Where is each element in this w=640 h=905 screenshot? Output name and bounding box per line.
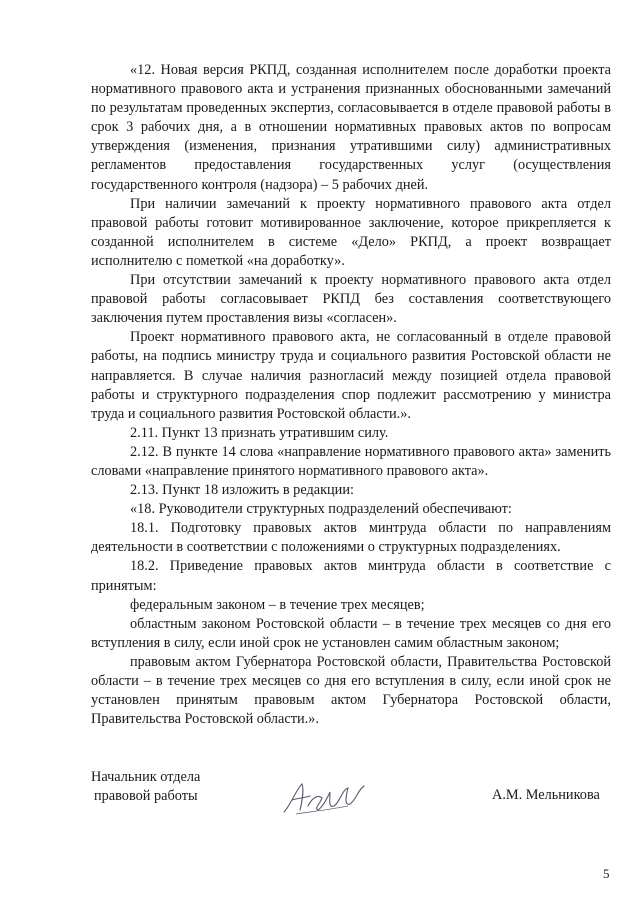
paragraph-2-12: 2.12. В пункте 14 слова «направление нормативного правового акта» заменить словами «направление принятого нормативного правового акта».: [91, 443, 611, 479]
document-body: [91, 61, 611, 729]
paragraph-18-1: 18.1. Подготовку правовых актов минтруда области по направлениям деятельности в соответствии с положениями о структурных подразделениях.: [91, 520, 611, 556]
paragraph-18: «18. Руководители структурных подразделений обеспечивают:: [130, 501, 512, 518]
paragraph-12: «12. Новая версия РКПД, созданная исполнителем после доработки проекта нормативного правового акта и устранения признанных обоснованными замечаний по результатам проведенных экспертиз, согласовывается в отделе правовой работы в срок 3 рабочих дня, а в отношении нормативных правовых актов по вопросам утверждения (изменения, признания утратившими силу) административных регламентов предоставления государственных услуг (осуществления государственного контроля (надзора) – 5 рабочих дней.: [91, 62, 611, 193]
page-number: 5: [603, 866, 610, 881]
signatory-name: А.М. Мельникова: [492, 787, 600, 803]
signatory-title-line2: правовой работы: [94, 788, 198, 805]
paragraph-not-approved: Проект нормативного правового акта, не согласованный в отделе правовой работы, на подпись министру труда и социального развития Ростовской области не направляется. В случае наличия разногласий между позицией отдела правовой работы и структурного подразделения спор подлежит рассмотрению у министра труда и социального развития Ростовской области.».: [91, 329, 611, 422]
paragraph-2-13: 2.13. Пункт 18 изложить в редакции:: [130, 482, 354, 499]
signatory-title: [91, 768, 200, 806]
paragraph-18-2: 18.2. Приведение правовых актов минтруда области в соответствие с принятым:: [91, 558, 611, 594]
paragraph-regional-law: областным законом Ростовской области – в течение трех месяцев со дня его вступления в силу, если иной срок не установлен самим областным законом;: [91, 615, 611, 651]
paragraph-federal-law: федеральным законом – в течение трех месяцев;: [130, 596, 425, 613]
paragraph-no-remarks: При отсутствии замечаний к проекту нормативного правового акта отдел правовой работы согласовывает РКПД без составления соответствующего заключения путем проставления визы «согласен».: [91, 272, 611, 327]
paragraph-governor-act: правовым актом Губернатора Ростовской области, Правительства Ростовской области – в течение трех месяцев со дня его вступления в силу, если иной срок не установлен принятым правовым актом Губернатора Ростовской области, Правительства Ростовской области.».: [91, 653, 611, 728]
signatory-title-line1: Начальник отдела: [91, 769, 201, 785]
handwritten-signature: [278, 776, 368, 822]
paragraph-2-11: 2.11. Пункт 13 признать утратившим силу.: [130, 424, 389, 441]
paragraph-remarks: При наличии замечаний к проекту нормативного правового акта отдел правовой работы готовит мотивированное заключение, которое прикрепляется к созданной исполнителем в системе «Дело» РКПД, а проект возвращает исполнителю с пометкой «на доработку».: [91, 195, 611, 269]
